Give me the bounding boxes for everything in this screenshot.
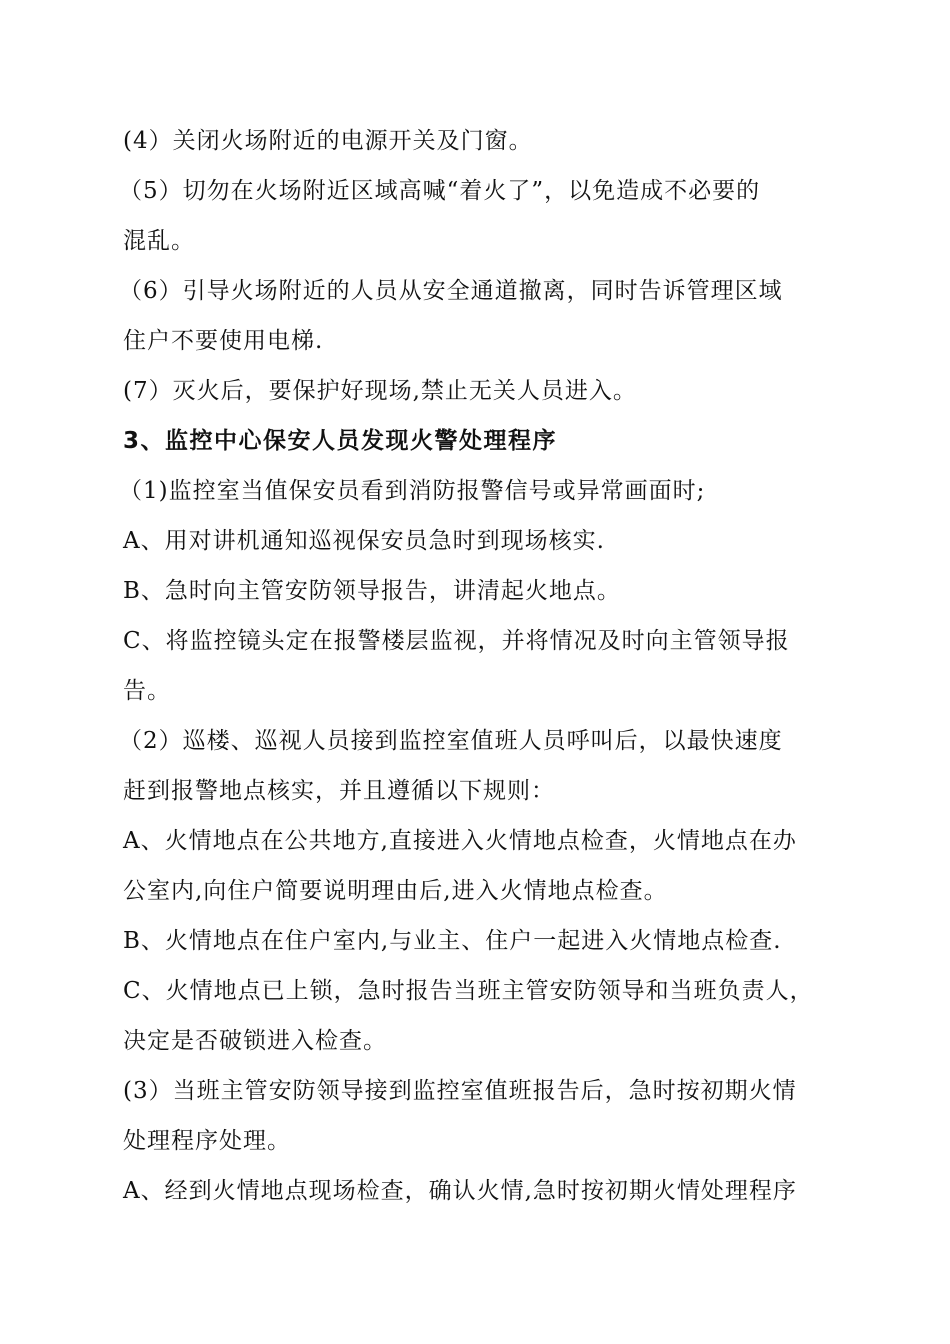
paragraph-step-5-cont: 混乱。 xyxy=(123,228,195,254)
paragraph-step-4: (4）关闭火场附近的电源开关及门窗。 xyxy=(123,128,533,154)
paragraph-item-3-cont: 处理程序处理。 xyxy=(123,1128,291,1154)
paragraph-item-2a-cont: 公室内,向住户简要说明理由后,进入火情地点检查。 xyxy=(123,878,668,904)
paragraph-item-2c-cont: 决定是否破锁进入检查。 xyxy=(123,1028,387,1054)
paragraph-item-2-cont: 赶到报警地点核实，并且遵循以下规则： xyxy=(123,778,555,804)
paragraph-item-1a: A、用对讲机通知巡视保安员急时到现场核实. xyxy=(123,528,605,554)
paragraph-item-1c-cont: 告。 xyxy=(123,678,171,704)
paragraph-item-1b: B、急时向主管安防领导报告，讲清起火地点。 xyxy=(123,578,621,604)
section-heading: 3、监控中心保安人员发现火警处理程序 xyxy=(123,428,558,454)
paragraph-step-7: (7）灭火后，要保护好现场,禁止无关人员进入。 xyxy=(123,378,637,404)
paragraph-item-1c: C、将监控镜头定在报警楼层监视，并将情况及时向主管领导报 xyxy=(123,628,790,654)
paragraph-item-2c: C、火情地点已上锁，急时报告当班主管安防领导和当班负责人， xyxy=(123,978,814,1004)
paragraph-step-5: （5）切勿在火场附近区域高喊“着火了”，以免造成不必要的 xyxy=(119,178,761,204)
paragraph-step-6-cont: 住户不要使用电梯. xyxy=(123,328,324,354)
paragraph-item-1: （1)监控室当值保安员看到消防报警信号或异常画面时; xyxy=(119,478,706,504)
paragraph-item-2: （2）巡楼、巡视人员接到监控室值班人员呼叫后，以最快速度 xyxy=(119,728,783,754)
paragraph-item-2b: B、火情地点在住户室内,与业主、住户一起进入火情地点检查. xyxy=(123,928,782,954)
document-body xyxy=(119,116,843,1216)
paragraph-item-2a: A、火情地点在公共地方,直接进入火情地点检查，火情地点在办 xyxy=(123,828,797,854)
paragraph-item-3a: A、经到火情地点现场检查，确认火情,急时按初期火情处理程序 xyxy=(123,1178,797,1204)
paragraph-item-3: (3）当班主管安防领导接到监控室值班报告后，急时按初期火情 xyxy=(123,1078,797,1104)
paragraph-step-6: （6）引导火场附近的人员从安全通道撤离，同时告诉管理区域 xyxy=(119,278,783,304)
